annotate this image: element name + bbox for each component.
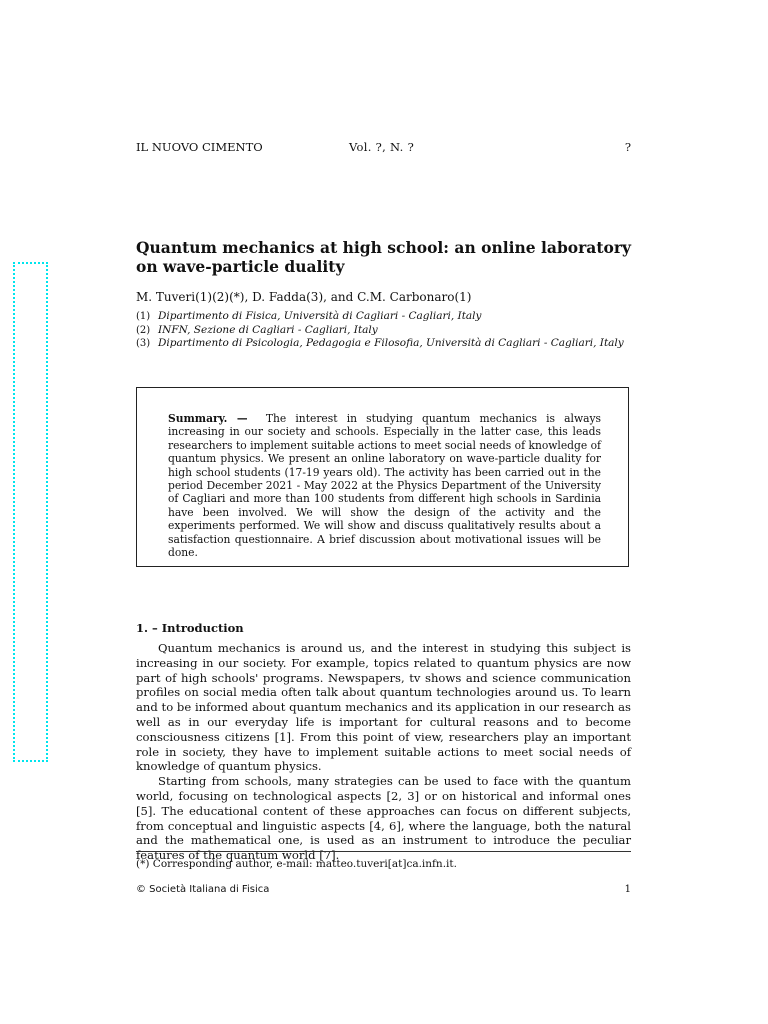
- summary-box: [136, 387, 629, 567]
- page-number: 1: [624, 884, 631, 895]
- journal-name: IL NUOVO CIMENTO: [136, 140, 263, 154]
- volume-number: Vol. ?, N. ?: [349, 140, 415, 154]
- affiliation-1-text: Dipartimento di Fisica, Università di Cagliari - Cagliari, Italy: [158, 310, 482, 322]
- author-connector: , and: [323, 290, 354, 304]
- affiliation-2: [136, 324, 636, 338]
- affiliation-2-number: (2): [136, 324, 151, 336]
- author-carbonaro-marks[interactable]: (1): [454, 290, 472, 304]
- introduction-body: [136, 641, 631, 863]
- footnote-rule: [136, 851, 631, 852]
- corresponding-author-footnote: (*) Corresponding author, e-mail: matteo.tuveri[at]ca.infn.it.: [136, 858, 457, 870]
- author-fadda: D. Fadda: [252, 290, 307, 304]
- author-fadda-marks[interactable]: (3): [306, 290, 324, 304]
- affiliation-1-number: (1): [136, 311, 151, 322]
- affiliation-list: [136, 310, 636, 351]
- header-page-number: ?: [624, 140, 631, 154]
- affiliation-3: [136, 337, 636, 351]
- affiliation-2-text: INFN, Sezione di Cagliari - Cagliari, Italy: [158, 323, 378, 336]
- author-carbonaro: C.M. Carbonaro: [357, 290, 455, 304]
- section-heading: 1. – Introduction: [136, 621, 244, 635]
- author-tuveri: M. Tuveri: [136, 290, 196, 304]
- affiliation-1: [136, 310, 636, 324]
- paper-title: Quantum mechanics at high school: an online laboratory on wave-particle duality: [136, 238, 632, 276]
- summary-body: The interest in studying quantum mechanics is always increasing in our society and schools. Especially in the latter case, this leads researchers to implement suitable actions to meet social needs of knowledge of quantum physics. We present an online laboratory on wave-particle duality for high school students (17-19 years old). The activity has been carried out in the period December 2021 - May 2022 at the Physics Department of the University of Cagliari and more than 100 students from different high schools in Sardinia have been involved. We will show the design of the activity and the experiments performed. We will show and discuss qualitatively results about a satisfaction questionnaire. A brief discussion about motivational issues will be done.: [168, 412, 601, 560]
- author-tuveri-marks[interactable]: (1)(2)(*): [195, 290, 245, 304]
- page-footer: [136, 884, 631, 895]
- affiliation-3-text: Dipartimento di Psicologia, Pedagogia e Filosofia, Università di Cagliari - Cagliari, Italy: [158, 337, 624, 349]
- paragraph-2: Starting from schools, many strategies can be used to face with the quantum world, focusing on technological aspects [2, 3] or on historical and informal ones [5]. The educational content of these approaches can focus on different subjects, from conceptual and linguistic aspects [4, 6], where the language, both the natural and the mathematical one, is used as an instrument to introduce the peculiar features of the quantum world [7].: [136, 774, 631, 863]
- running-header: [136, 140, 631, 156]
- link-annotation-box[interactable]: [13, 262, 48, 762]
- summary-text: [168, 412, 601, 559]
- summary-label: Summary. —: [168, 412, 248, 425]
- affiliation-3-number: (3): [136, 338, 151, 349]
- copyright-notice: © Società Italiana di Fisica: [136, 884, 270, 895]
- paragraph-1: Quantum mechanics is around us, and the interest in studying this subject is increasing in our society. For example, topics related to quantum physics are now part of high schools' programs. Newspapers, tv shows and science communication profiles on social media often talk about quantum technologies around us. To learn and to be informed about quantum mechanics and its application in our research as well as in our everyday life is important for cultural reasons and to become consciousness citizens [1]. From this point of view, researchers play an important role in society, they have to implement suitable actions to meet social needs of knowledge of quantum physics.: [136, 641, 631, 774]
- author-list: M. Tuveri(1)(2)(*), D. Fadda(3), and C.M. Carbonaro(1): [136, 290, 472, 304]
